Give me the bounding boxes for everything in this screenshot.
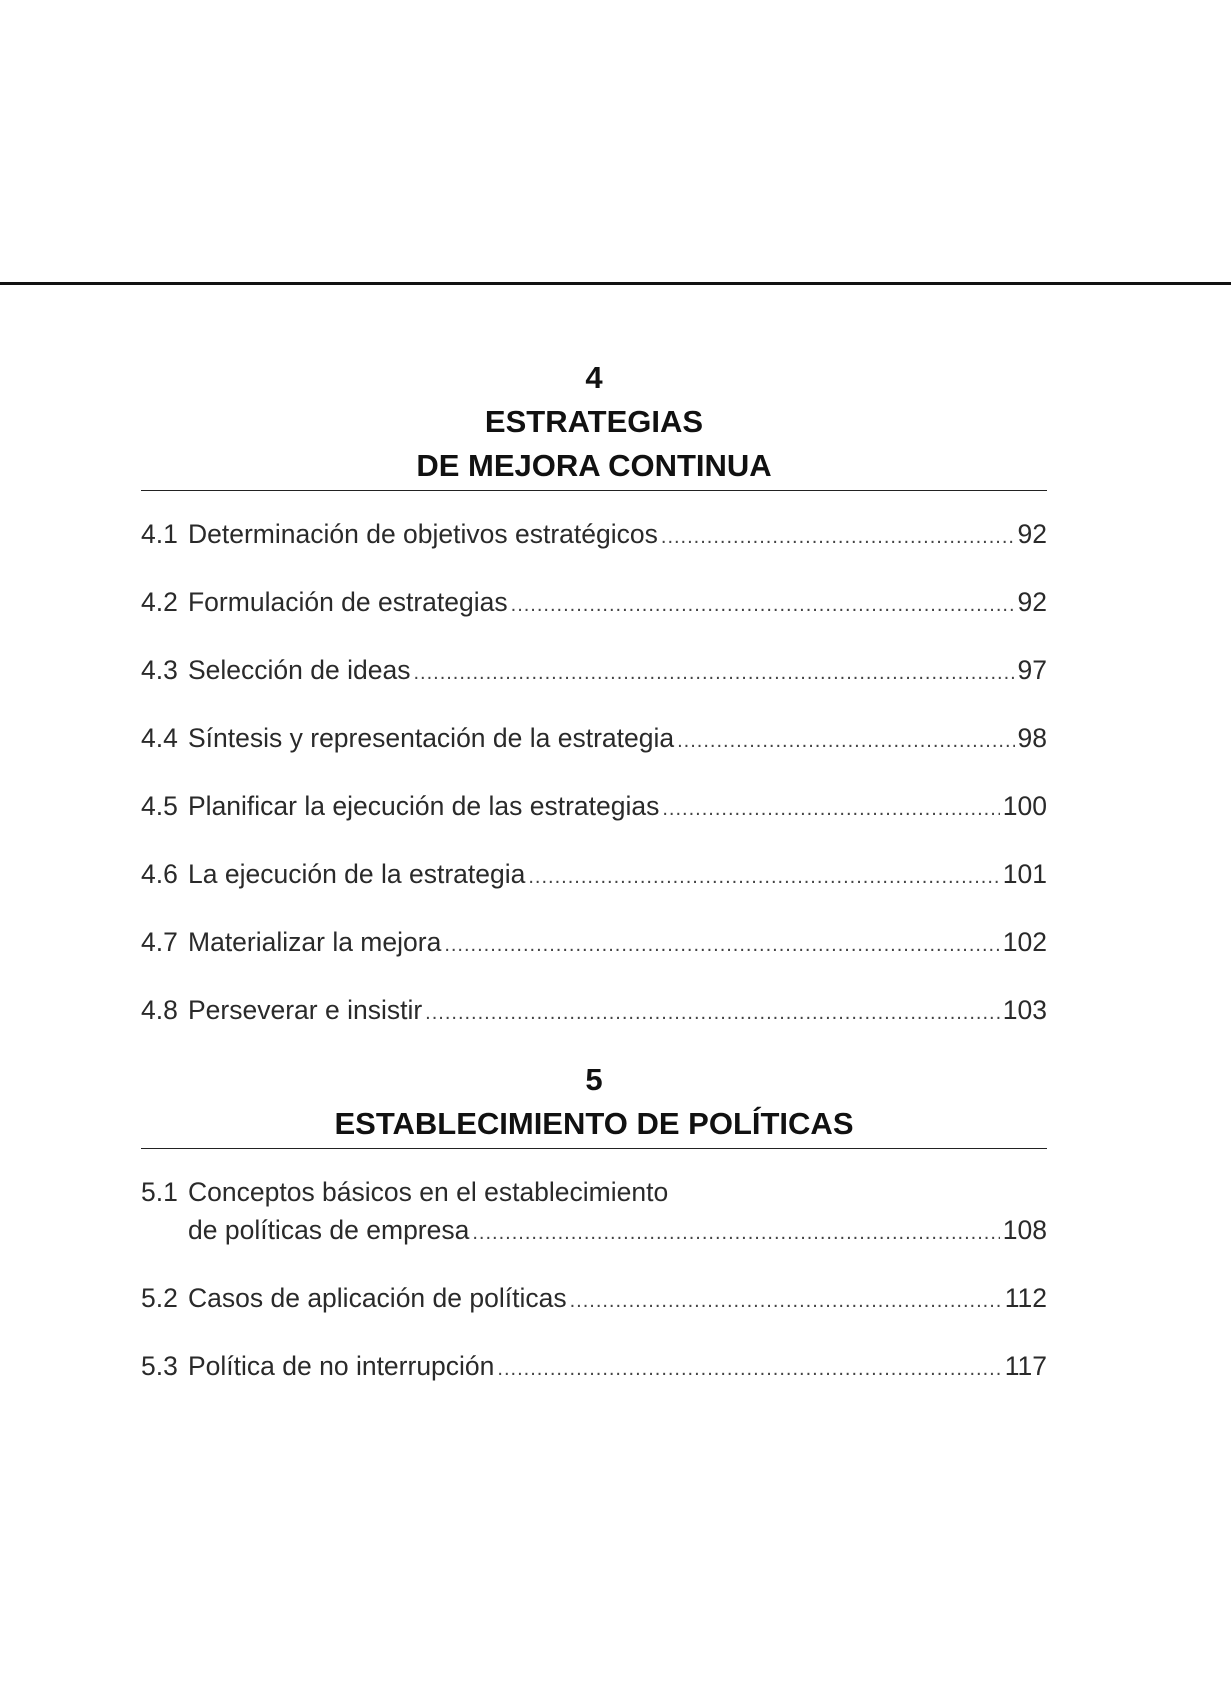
- toc-entry-page: 102: [1002, 927, 1047, 957]
- chapter-4: [141, 356, 1047, 1032]
- dot-leader: [677, 722, 1014, 760]
- dot-leader: [444, 926, 999, 964]
- chapter-4-title-line2: DE MEJORA CONTINUA: [416, 448, 772, 483]
- toc-entry-number: 4.5: [141, 791, 178, 821]
- toc-entry-4-2[interactable]: [141, 583, 1047, 624]
- toc-entry-title: Casos de aplicación de políticas: [188, 1283, 567, 1313]
- toc-entry-4-1[interactable]: [141, 515, 1047, 556]
- dot-leader: [413, 654, 1014, 692]
- toc-entry-title: Materializar la mejora: [188, 927, 442, 957]
- toc-entry-number: 5.2: [141, 1283, 178, 1313]
- toc-entry-5-2[interactable]: [141, 1279, 1047, 1320]
- dot-leader: [425, 994, 1000, 1032]
- toc-entry-4-7[interactable]: [141, 923, 1047, 964]
- dot-leader: [570, 1282, 1002, 1320]
- toc-entry-page: 103: [1002, 995, 1047, 1025]
- toc-entry-4-3[interactable]: [141, 651, 1047, 692]
- toc-entry-number: 4.2: [141, 587, 178, 617]
- toc-entry-number: 4.4: [141, 723, 178, 753]
- toc-entry-4-5[interactable]: [141, 787, 1047, 828]
- toc-entry-title: Síntesis y representación de la estrategia: [188, 723, 675, 753]
- top-rule: [0, 282, 1231, 285]
- toc-entry-page: 92: [1017, 587, 1047, 617]
- dot-leader: [528, 858, 999, 896]
- chapter-5-number: 5: [585, 1062, 603, 1097]
- toc-entry-number: 5.1: [141, 1177, 178, 1207]
- dot-leader: [497, 1350, 1001, 1388]
- toc-entry-page: 112: [1004, 1283, 1047, 1313]
- toc-entry-title: Política de no interrupción: [188, 1351, 495, 1381]
- toc-entry-number: 4.1: [141, 519, 178, 549]
- toc-entry-5-3[interactable]: [141, 1347, 1047, 1388]
- dot-leader: [661, 518, 1015, 556]
- toc-entry-4-4[interactable]: [141, 719, 1047, 760]
- toc-entry-title: Determinación de objetivos estratégicos: [188, 519, 658, 549]
- dot-leader: [662, 790, 999, 828]
- dot-leader: [472, 1214, 999, 1252]
- chapter-5: [141, 1058, 1047, 1388]
- toc-entry-title: Planificar la ejecución de las estrategias: [188, 791, 660, 821]
- toc-entry-number: 4.3: [141, 655, 178, 685]
- toc-entry-4-6[interactable]: [141, 855, 1047, 896]
- toc-entry-title: Perseverar e insistir: [188, 995, 423, 1025]
- toc-entry-page: 117: [1004, 1351, 1047, 1381]
- toc-entry-title: La ejecución de la estrategia: [188, 859, 526, 889]
- toc-entry-4-8[interactable]: [141, 991, 1047, 1032]
- dot-leader: [511, 586, 1015, 624]
- toc-entry-page: 108: [1002, 1215, 1047, 1245]
- toc-entry-number: 4.7: [141, 927, 178, 957]
- toc-entry-page: 97: [1017, 655, 1047, 685]
- toc-entry-title: Selección de ideas: [188, 655, 411, 685]
- toc-entry-number: 5.3: [141, 1351, 178, 1381]
- chapter-4-number: 4: [585, 360, 603, 395]
- toc-entry-5-1[interactable]: [141, 1173, 1047, 1252]
- chapter-5-title-line1: ESTABLECIMIENTO DE POLÍTICAS: [334, 1106, 854, 1141]
- toc-entry-title: de políticas de empresa: [188, 1215, 470, 1245]
- toc-entry-page: 98: [1017, 723, 1047, 753]
- toc-entry-number: 4.6: [141, 859, 178, 889]
- chapter-5-heading: [141, 1058, 1047, 1149]
- chapter-4-title-line1: ESTRATEGIAS: [484, 404, 704, 439]
- toc-entry-page: 100: [1002, 791, 1047, 821]
- toc-entry-number: 4.8: [141, 995, 178, 1025]
- toc-entry-page: 92: [1017, 519, 1047, 549]
- toc-entry-page: 101: [1002, 859, 1047, 889]
- toc-entry-title-line1: Conceptos básicos en el establecimiento: [188, 1177, 669, 1207]
- chapter-4-heading: [141, 356, 1047, 491]
- toc-entry-title: Formulación de estrategias: [188, 587, 508, 617]
